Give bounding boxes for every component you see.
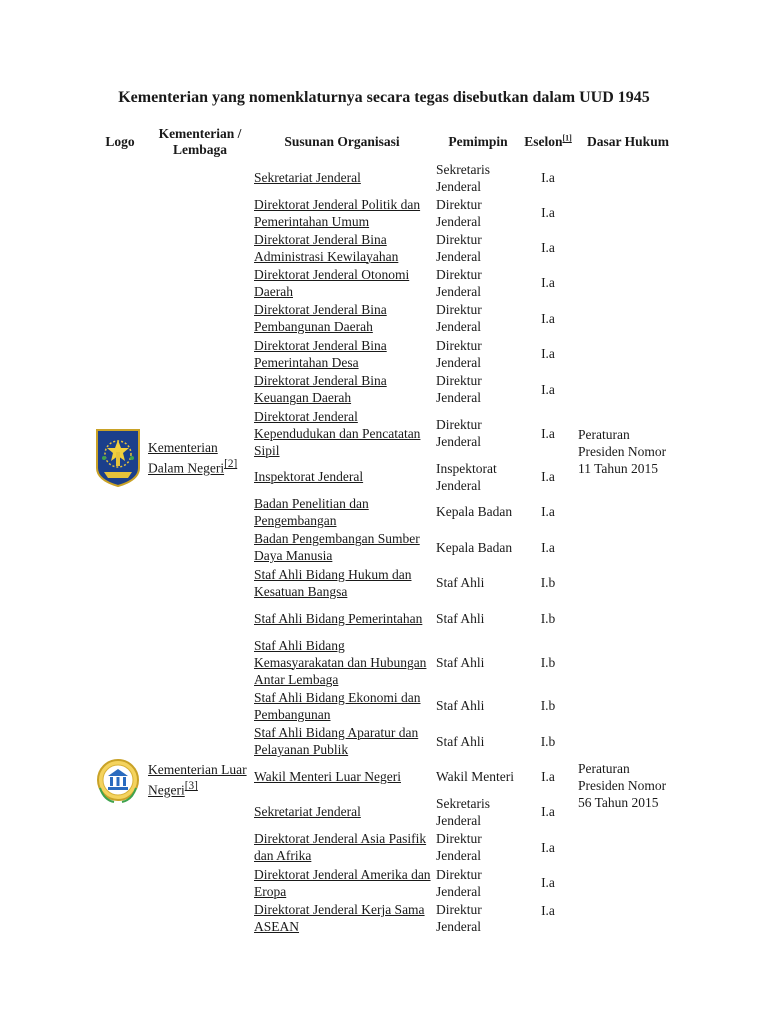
ministry-link-luar-negeri[interactable]: Kementerian Luar Negeri [148, 762, 247, 798]
echelon-cell: I.a [541, 205, 555, 220]
leader-cell: Sekretaris Jenderal [436, 161, 490, 194]
unit-link[interactable]: Staf Ahli Bidang Hukum dan Kesatuan Bangsa [254, 566, 412, 599]
unit-cell[interactable] [254, 195, 436, 230]
table-row [0, 688, 768, 723]
leader-cell: Direktur Jenderal [436, 373, 482, 405]
footnote-link-1[interactable]: [1] [562, 133, 572, 143]
unit-cell[interactable] [254, 723, 436, 759]
unit-cell[interactable] [254, 600, 436, 636]
header-kementerian: Kementerian / Lembaga [158, 126, 242, 157]
unit-cell[interactable] [254, 300, 436, 336]
table-row [0, 265, 768, 300]
leader-cell: Kepala Badan [436, 539, 513, 555]
table-row [0, 529, 768, 565]
echelon-cell: I.b [540, 611, 556, 626]
leader-cell: Direktur Jenderal [436, 831, 482, 863]
echelon-cell: I.a [541, 382, 555, 397]
header-dasar-hukum: Dasar Hukum [587, 134, 669, 149]
legal-basis-luar-negeri: Peraturan Presiden Nomor 56 Tahun 2015 [578, 761, 667, 810]
unit-cell[interactable] [254, 865, 436, 900]
unit-link[interactable]: Badan Pengembangan Sumber Daya Manusia [254, 531, 420, 563]
unit-cell[interactable] [254, 688, 436, 723]
table-row [0, 636, 768, 688]
table-row [0, 723, 768, 759]
unit-link[interactable]: Inspektorat Jenderal [254, 469, 364, 484]
leader-cell: Direktur Jenderal [436, 302, 482, 334]
leader-cell: Direktur Jenderal [436, 417, 482, 449]
unit-cell[interactable] [254, 529, 436, 565]
unit-link[interactable]: Direktorat Jenderal Bina Pemerintahan Desa [254, 337, 387, 370]
table-row [0, 407, 768, 459]
unit-link[interactable]: Sekretariat Jenderal [254, 170, 361, 185]
echelon-cell: I.a [541, 240, 555, 255]
leader-cell: Sekretaris Jenderal [436, 795, 490, 828]
table-row [0, 371, 768, 407]
table-row [0, 459, 768, 494]
leader-cell: Direktur Jenderal [436, 231, 482, 264]
unit-link[interactable]: Direktorat Jenderal Bina Keuangan Daerah [254, 373, 387, 405]
unit-link[interactable]: Direktorat Jenderal Bina Administrasi Kewilayahan [254, 231, 399, 264]
unit-cell[interactable] [254, 336, 436, 371]
table-row [0, 230, 768, 265]
unit-link[interactable]: Sekretariat Jenderal [254, 804, 361, 819]
leader-cell: Staf Ahli [436, 610, 485, 626]
header-eselon-label: Eselon [524, 134, 563, 149]
echelon-cell: I.a [541, 469, 555, 484]
echelon-cell: I.b [540, 575, 556, 590]
unit-cell[interactable] [254, 265, 436, 300]
footnote-link-2[interactable]: [2] [224, 458, 238, 471]
unit-link[interactable]: Direktorat Jenderal Amerika dan Eropa [254, 866, 431, 899]
leader-cell: Inspektorat Jenderal [436, 460, 497, 493]
page-title: Kementerian yang nomenklaturnya secara tegas disebutkan dalam UUD 1945 [118, 89, 650, 106]
unit-link[interactable]: Staf Ahli Bidang Pemerintahan [254, 610, 423, 626]
leader-cell: Staf Ahli [436, 654, 485, 670]
echelon-cell: I.a [541, 504, 555, 519]
table-row [0, 300, 768, 336]
footnote-link-3[interactable]: [3] [184, 780, 198, 793]
leader-cell: Direktur Jenderal [436, 866, 482, 899]
leader-cell: Wakil Menteri [436, 769, 515, 784]
unit-link[interactable]: Direktorat Jenderal Bina Pembangunan Daerah [254, 302, 387, 334]
echelon-cell: I.a [541, 804, 555, 819]
table-row [0, 794, 768, 829]
unit-cell[interactable] [254, 794, 436, 829]
leader-cell: Staf Ahli [436, 575, 485, 590]
unit-link[interactable]: Badan Penelitian dan Pengembangan [254, 495, 369, 528]
leader-cell: Direktur Jenderal [436, 337, 482, 370]
unit-link[interactable]: Staf Ahli Bidang Ekonomi dan Pembangunan [254, 689, 421, 722]
table-row [0, 900, 768, 936]
leader-cell: Direktur Jenderal [436, 902, 482, 934]
table-row [0, 565, 768, 600]
echelon-cell: I.a [541, 875, 555, 890]
leader-cell: Direktur Jenderal [436, 196, 482, 229]
unit-cell[interactable] [254, 230, 436, 265]
unit-cell[interactable] [254, 636, 436, 688]
unit-cell[interactable] [254, 900, 436, 936]
table-row [0, 865, 768, 900]
ministry-link-dalam-negeri[interactable]: Kementerian Dalam Negeri [148, 440, 225, 476]
leader-cell: Staf Ahli [436, 733, 485, 749]
table-row [0, 829, 768, 865]
echelon-cell: I.a [541, 311, 555, 326]
header-logo: Logo [105, 134, 135, 149]
echelon-cell: I.a [541, 346, 555, 361]
legal-basis-dalam-negeri: Peraturan Presiden Nomor 11 Tahun 2015 [578, 427, 667, 476]
echelon-cell: I.a [541, 840, 555, 855]
unit-cell[interactable] [254, 494, 436, 529]
table-row [0, 494, 768, 529]
unit-link[interactable]: Direktorat Jenderal Politik dan Pemerintahan Umum [254, 196, 421, 229]
table-row [0, 600, 768, 636]
unit-cell[interactable] [254, 407, 436, 459]
unit-cell[interactable] [254, 371, 436, 407]
unit-link[interactable]: Direktorat Jenderal Otonomi Daerah [254, 266, 410, 299]
echelon-cell: I.a [541, 903, 555, 918]
unit-cell[interactable] [254, 160, 436, 195]
table-row [0, 336, 768, 371]
unit-link[interactable]: Wakil Menteri Luar Negeri [254, 769, 401, 784]
unit-link[interactable]: Staf Ahli Bidang Kemasyarakatan dan Hubungan Antar Lembaga [254, 637, 427, 687]
leader-cell: Direktur Jenderal [436, 266, 482, 299]
echelon-cell: I.a [541, 540, 555, 555]
header-eselon [518, 134, 578, 150]
echelon-cell: I.b [540, 698, 556, 713]
table-row [0, 195, 768, 230]
unit-cell[interactable] [254, 565, 436, 600]
unit-link[interactable]: Direktorat Jenderal Kependudukan dan Pencatatan Sipil [254, 408, 421, 458]
table-row [0, 160, 768, 195]
unit-link[interactable]: Staf Ahli Bidang Aparatur dan Pelayanan Publik [254, 725, 419, 757]
echelon-cell: I.b [540, 734, 556, 749]
unit-cell[interactable] [254, 459, 436, 494]
echelon-cell: I.a [541, 275, 555, 290]
leader-cell: Staf Ahli [436, 698, 485, 713]
unit-cell[interactable] [254, 759, 436, 794]
echelon-cell: I.a [541, 426, 555, 441]
echelon-cell: I.b [540, 655, 556, 670]
table-row [0, 759, 768, 794]
header-pemimpin: Pemimpin [448, 134, 508, 149]
unit-link[interactable]: Direktorat Jenderal Kerja Sama ASEAN [254, 902, 425, 934]
echelon-cell: I.a [541, 170, 555, 185]
header-susunan: Susunan Organisasi [284, 134, 400, 149]
echelon-cell: I.a [541, 769, 555, 784]
leader-cell: Kepala Badan [436, 504, 513, 519]
unit-cell[interactable] [254, 829, 436, 865]
unit-link[interactable]: Direktorat Jenderal Asia Pasifik dan Afrika [254, 831, 427, 863]
